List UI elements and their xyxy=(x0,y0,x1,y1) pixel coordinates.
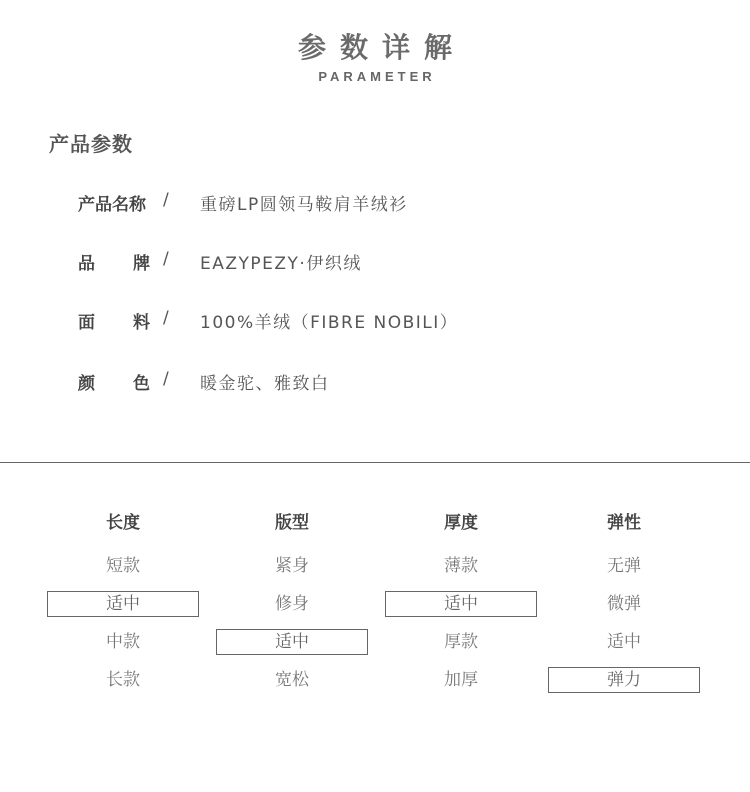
param-label xyxy=(78,369,150,394)
section-divider xyxy=(0,462,750,463)
spec-column-thickness xyxy=(385,505,537,693)
param-label-char: 颜 xyxy=(78,374,95,394)
param-value: 重磅LP圆领马鞍肩羊绒衫 xyxy=(200,195,408,215)
spec-option: 厚款 xyxy=(444,632,478,652)
param-separator: / xyxy=(163,190,169,210)
page-subtitle: PARAMETER xyxy=(318,69,436,84)
spec-option-selected: 弹力 xyxy=(548,667,700,693)
spec-option: 紧身 xyxy=(275,556,309,576)
spec-option-selected: 适中 xyxy=(385,591,537,617)
param-separator: / xyxy=(163,249,169,269)
spec-heading: 弹性 xyxy=(607,513,641,533)
spec-option: 无弹 xyxy=(607,556,641,576)
param-row-brand xyxy=(0,246,750,276)
param-label-char: 面 xyxy=(78,313,95,333)
spec-option: 微弹 xyxy=(607,594,641,614)
param-label-char: 品 xyxy=(78,254,95,274)
param-label: 产品名称 xyxy=(78,195,146,215)
param-label xyxy=(78,308,150,333)
param-row-fabric xyxy=(0,305,750,335)
spec-option: 宽松 xyxy=(275,670,309,690)
spec-column-elasticity xyxy=(548,505,700,693)
spec-option: 长款 xyxy=(106,670,140,690)
spec-option: 修身 xyxy=(275,594,309,614)
param-value: 100%羊绒（FIBRE NOBILI） xyxy=(200,313,459,333)
spec-option: 短款 xyxy=(106,556,140,576)
param-value: EAZYPEZY·伊织绒 xyxy=(200,254,362,274)
section-title-product-params: 产品参数 xyxy=(49,132,133,156)
page-title: 参数详解 xyxy=(297,31,466,64)
param-value: 暖金驼、雅致白 xyxy=(200,374,330,394)
param-separator: / xyxy=(163,369,169,389)
param-label-char: 牌 xyxy=(133,254,150,274)
param-row-color xyxy=(0,366,750,396)
param-label xyxy=(78,249,150,274)
spec-option: 薄款 xyxy=(444,556,478,576)
spec-option: 适中 xyxy=(607,632,641,652)
param-separator: / xyxy=(163,308,169,328)
param-label-char: 料 xyxy=(133,313,150,333)
spec-heading: 厚度 xyxy=(444,513,478,533)
param-label-char: 色 xyxy=(133,374,150,394)
spec-option: 中款 xyxy=(106,632,140,652)
spec-column-fit xyxy=(216,505,368,693)
spec-option-selected: 适中 xyxy=(47,591,199,617)
spec-option: 加厚 xyxy=(444,670,478,690)
param-row-name xyxy=(0,187,750,217)
spec-option-selected: 适中 xyxy=(216,629,368,655)
spec-heading: 长度 xyxy=(106,513,140,533)
spec-column-length xyxy=(47,505,199,693)
spec-heading: 版型 xyxy=(275,513,309,533)
